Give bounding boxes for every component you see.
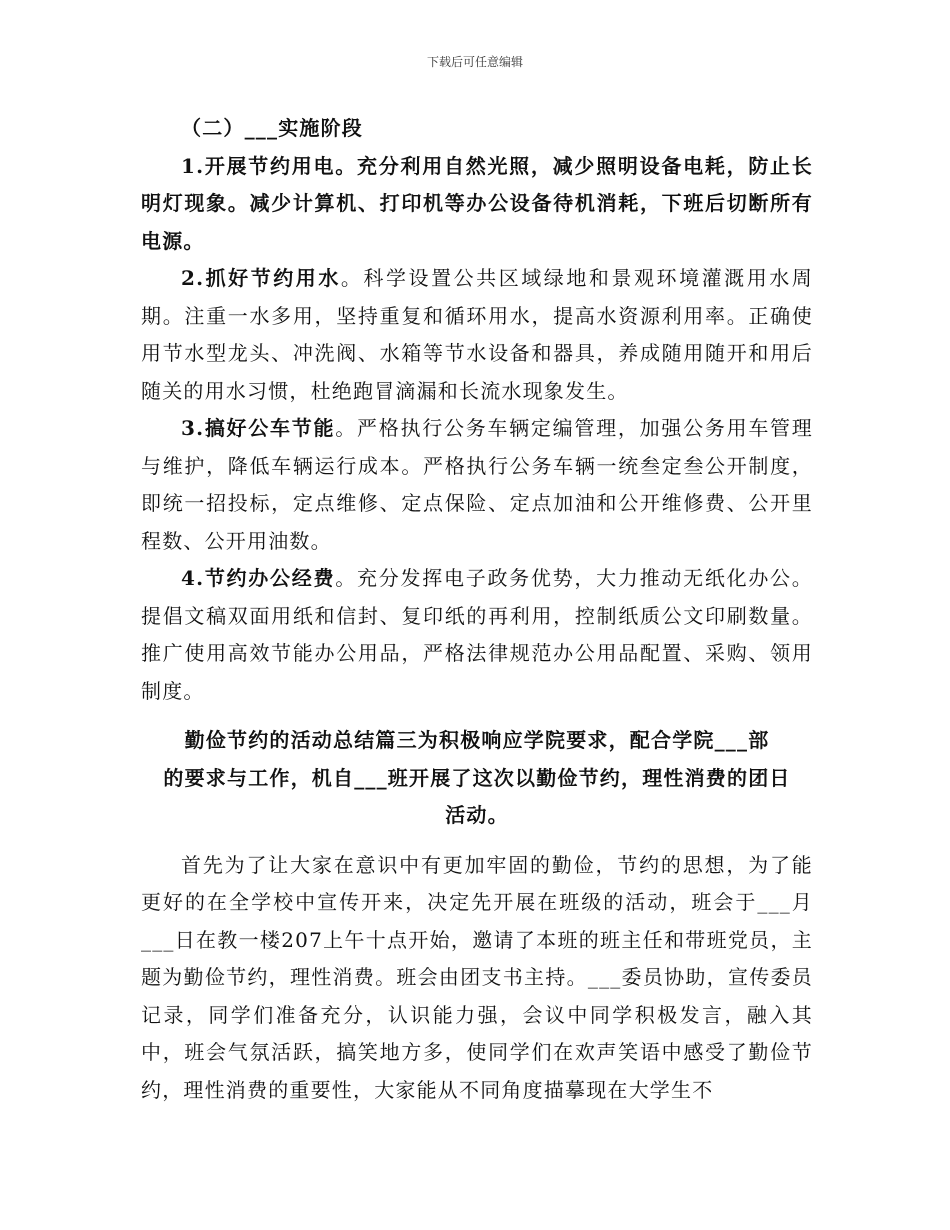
item-4 — [141, 560, 813, 710]
item-4-body: 。充分发挥电子政务优势，大力推动无纸化办公。提倡文稿双面用纸和信封、复印纸的再利用，控制纸质公文印刷数量。推广使用高效节能办公用品，严格法律规范办公用品配置、采购、领用制度。 — [141, 566, 813, 703]
item-3-body: 。严格执行公务车辆定编管理，加强公务用车管理与维护，降低车辆运行成本。严格执行公务车辆一统叁定叁公开制度，即统一招投标，定点维修、定点保险、定点加油和公开维修费、公开里程数、公开用油数。 — [141, 416, 813, 553]
item-3-lead: 3.搞好公车节能 — [181, 416, 336, 440]
body-paragraph: 首先为了让大家在意识中有更加牢固的勤俭，节约的思想，为了能更好的在全学校中宣传开来，决定先开展在班级的活动，班会于___月___日在教一楼207上午十点开始，邀请了本班的班主任和带班党员，主题为勤俭节约，理性消费。班会由团支书主持。___委员协助，宣传委员记录，同学们准备充分，认识能力强，会议中同学积极发言，融入其中，班会气氛活跃，搞笑地方多，使同学们在欢声笑语中感受了勤俭节约，理性消费的重要性，大家能从不同角度描摹现在大学生不 — [141, 852, 813, 1102]
item-2-body: 。科学设置公共区域绿地和景观环境灌溉用水周期。注重一水多用，坚持重复和循环用水，提高水资源利用率。正确使用节水型龙头、冲洗阀、水箱等节水设备和器具，养成随用随开和用后随关的用水习惯，杜绝跑冒滴漏和长流水现象发生。 — [141, 266, 814, 403]
item-1-body: 充分利用自然光照，减少照明设备电耗，防止长明灯现象。减少计算机、打印机等办公设备待机消耗，下班后切断所有电源。 — [141, 153, 813, 253]
item-1-lead: 1.开展节约用电。 — [181, 153, 357, 178]
article-title-line-2: 的要求与工作，机自___班开展了这次以勤俭节约，理性消费的团日 — [163, 765, 791, 790]
item-1 — [141, 148, 813, 261]
item-3 — [141, 410, 813, 560]
article-title — [141, 722, 813, 835]
page-header: 下载后可任意编辑 — [426, 55, 523, 69]
item-2 — [141, 260, 813, 410]
item-4-lead: 4.节约办公经费 — [181, 566, 336, 590]
article-title-line-3: 活动。 — [445, 803, 509, 827]
article-title-line-1: 勤俭节约的活动总结篇三为积极响应学院要求，配合学院___部 — [184, 728, 770, 752]
section-heading: （二）___实施阶段 — [181, 116, 363, 140]
document-body — [141, 110, 813, 1109]
item-2-lead: 2.抓好节约用水 — [181, 266, 341, 290]
